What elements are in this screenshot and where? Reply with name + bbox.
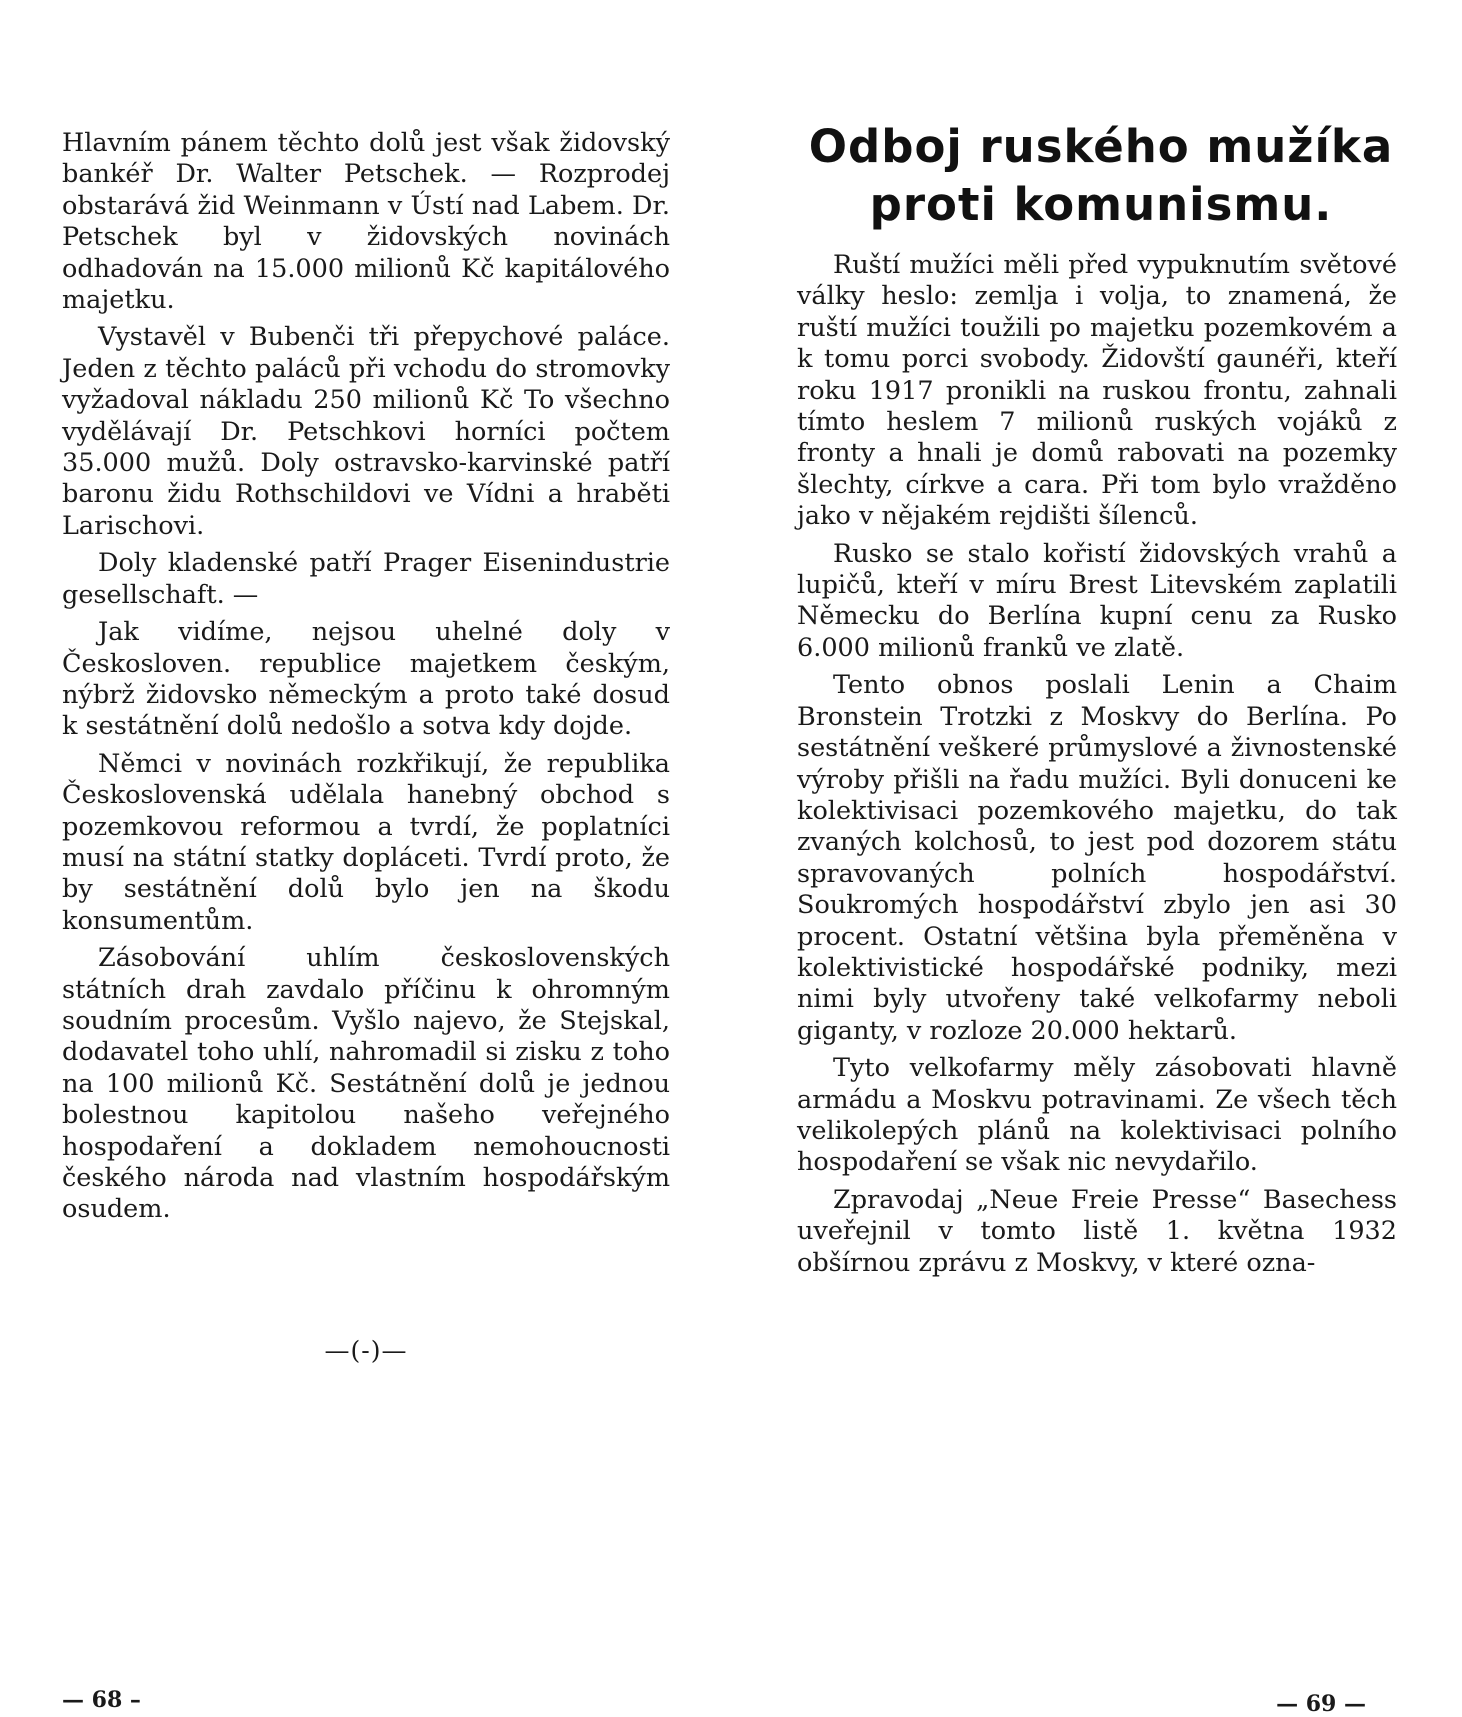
left-page bbox=[0, 0, 731, 1713]
left-paragraph-4: Jak vidíme, nejsou uhelné doly v Českosloven. republice majetkem českým, nýbrž židovsko německým a proto také dosud k sestátnění dolů nedošlo a sotva kdy dojde. bbox=[62, 617, 670, 742]
right-page bbox=[731, 0, 1462, 1717]
right-page-text-column bbox=[797, 250, 1397, 1285]
right-paragraph-1: Ruští mužíci měli před vypuknutím světové války heslo: zemlja i volja, to znamená, že ruští mužíci toužili po majetku pozemkovém a k tomu porci svobody. Židovští gaunéři, kteří roku 1917 pronikli na ruskou frontu, zahnali tímto heslem 7 milionů ruských vojáků z fronty a hnali je domů rabovati na pozemky šlechty, církve a cara. Při tom bylo vražděno jako v nějakém rejdišti šílenců. bbox=[797, 250, 1397, 532]
right-paragraph-5: Zpravodaj „Neue Freie Presse“ Basechess uveřejnil v tomto listě 1. května 1932 obšírnou zprávu z Moskvy, v které ozna- bbox=[797, 1184, 1397, 1278]
left-paragraph-3: Doly kladenské patří Prager Eisenindustrie gesellschaft. — bbox=[62, 548, 670, 610]
page-number-left: — 68 – bbox=[62, 1687, 141, 1713]
left-paragraph-5: Němci v novinách rozkřikují, že republika Československá udělala hanebný obchod s pozemkovou reformou a tvrdí, že poplatníci musí na státní statky dopláceti. Tvrdí proto, že by sestátnění dolů bylo jen na škodu konsumentům. bbox=[62, 748, 670, 936]
right-paragraph-3: Tento obnos poslali Lenin a Chaim Bronstein Trotzki z Moskvy do Berlína. Po sestátnění veškeré průmyslové a živnostenské výroby přišli na řadu mužíci. Byli donuceni ke kolektivisaci pozemkového majetku, do tak zvaných kolchosů, to jest pod dozorem státu spravovaných polních hospodářství. Soukromých hospodářství zbylo jen asi 30 procent. Ostatní většina byla přeměněna v kolektivistické hospodářské podniky, mezi nimi byly utvořeny také velkofarmy neboli giganty, v rozloze 20.000 hektarů. bbox=[797, 670, 1397, 1046]
page-number-right: — 69 — bbox=[1276, 1691, 1366, 1717]
left-page-text-column bbox=[62, 128, 670, 1232]
article-title: Odboj ruského mužíka proti komunismu. bbox=[808, 120, 1394, 231]
right-paragraph-4: Tyto velkofarmy měly zásobovati hlavně armádu a Moskvu potravinami. Ze všech těch velikolepých plánů na kolektivisaci polního hospodaření se však nic nevydařilo. bbox=[797, 1053, 1397, 1178]
right-paragraph-2: Rusko se stalo kořistí židovských vrahů a lupičů, kteří v míru Brest Litevském zaplatili Německu do Berlína kupní cenu za Rusko 6.000 milionů franků ve zlatě. bbox=[797, 538, 1397, 663]
left-paragraph-6: Zásobování uhlím československých státních drah zavdalo příčinu k ohromným soudním procesům. Vyšlo najevo, že Stejskal, dodavatel toho uhlí, nahromadil si zisku z toho na 100 milionů Kč. Sestátnění dolů je jednou bolestnou kapitolou našeho veřejného hospodaření a dokladem nemohoucnosti českého národa nad vlastním hospodářským osudem. bbox=[62, 943, 670, 1225]
left-paragraph-1: Hlavním pánem těchto dolů jest však židovský bankéř Dr. Walter Petschek. — Rozprodej obstarává žid Weinmann v Ústí nad Labem. Dr. Petschek byl v židovských novinách odhadován na 15.000 milionů Kč kapitálového majetku. bbox=[62, 128, 670, 316]
section-separator: —(-)— bbox=[324, 1336, 408, 1365]
left-paragraph-2: Vystavěl v Bubenči tři přepychové paláce. Jeden z těchto paláců při vchodu do stromovky vyžadoval nákladu 250 milionů Kč To všechno vydělávají Dr. Petschkovi horníci počtem 35.000 mužů. Doly ostravsko-karvinské patří baronu židu Rothschildovi ve Vídni a hraběti Larischovi. bbox=[62, 322, 670, 541]
